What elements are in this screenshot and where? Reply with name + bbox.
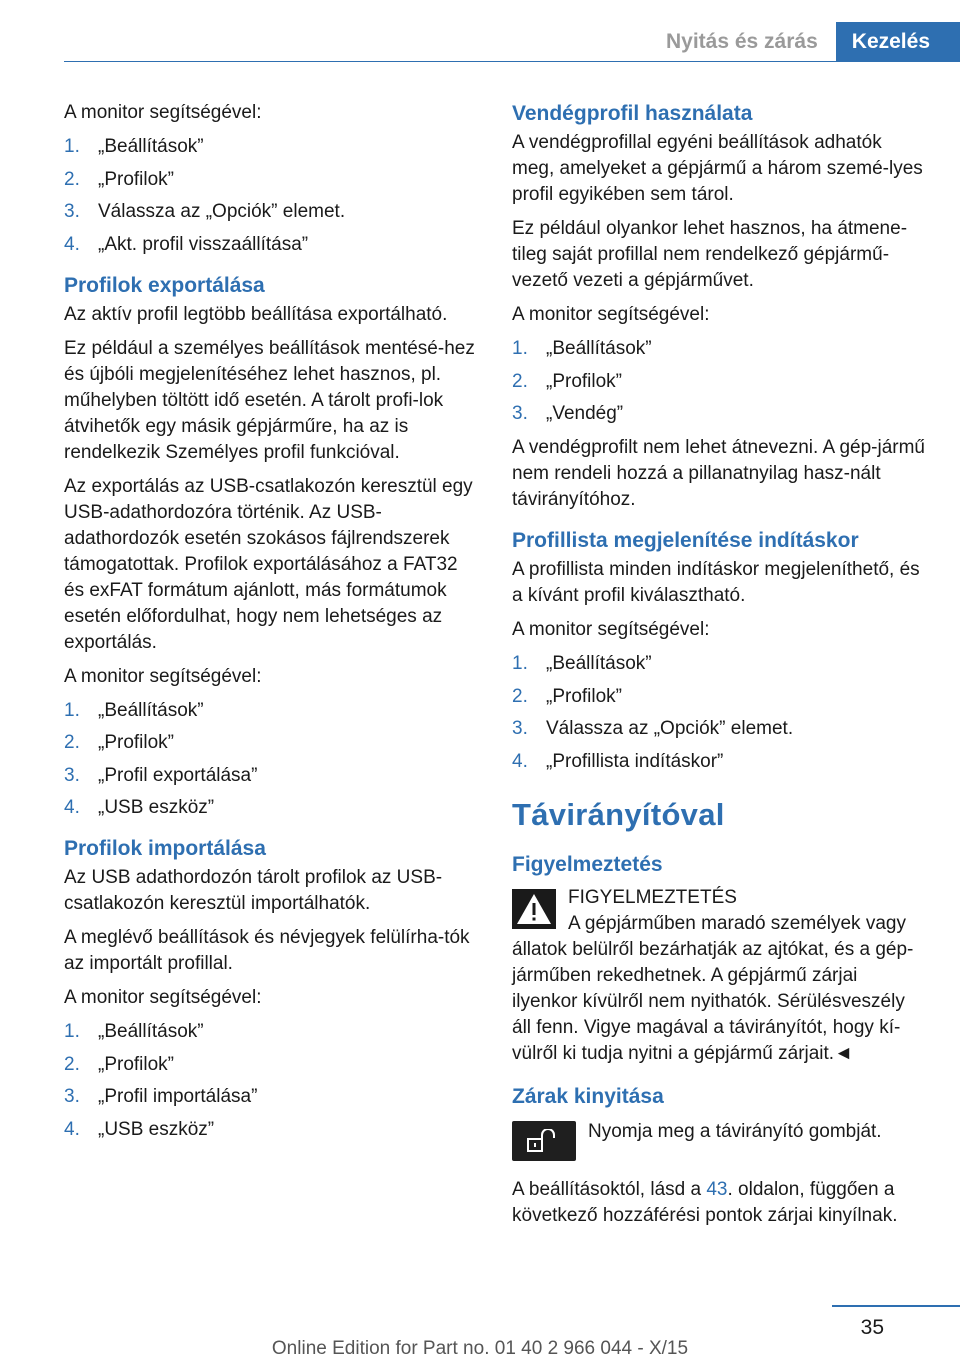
startlist-heading: Profillista megjelenítése indításkor (512, 529, 859, 552)
tab-kezeles[interactable]: Kezelés (836, 22, 960, 62)
step-number: 4. (64, 233, 80, 255)
list-item (512, 369, 928, 395)
step-number: 3. (512, 403, 528, 424)
step-number: 1. (512, 338, 528, 359)
step-text: „Akt. profil visszaállítása” (98, 233, 309, 255)
step-number: 1. (64, 1021, 80, 1042)
step-number: 3. (512, 718, 528, 739)
remote-heading: Távirányítóval (512, 796, 725, 832)
list-item (64, 1117, 480, 1143)
list-item (64, 1052, 480, 1078)
step-number: 4. (64, 1118, 80, 1140)
warning-label: FIGYELMEZTETÉS (568, 886, 737, 908)
step-text: „Beállítások” (98, 699, 204, 721)
export-paragraph-2: Ez például a személyes beállítások mentésé-hez és újbóli megjelenítéséhez lehet hasznos, pl. műhelyben töltött idő esetén. A tárolt profi-lok átvihetők egy másik gépjárműre, ha az is rendelkezik Személyes profil funkcióval. (64, 337, 475, 463)
startlist-paragraph-1: A profillista minden indításkor megjeleníthető, és a kívánt profil kiválasztható. (512, 559, 920, 606)
export-paragraph-1: Az aktív profil legtöbb beállítása exportálható. (64, 303, 448, 325)
export-heading: Profilok exportálása (64, 273, 265, 297)
header-tabs (648, 22, 960, 62)
unlock-button-icon (512, 1121, 576, 1161)
warning-triangle-icon (512, 889, 556, 929)
step-number: 3. (64, 1086, 80, 1107)
list-item (512, 336, 928, 362)
settings-text-before: A beállításoktól, lásd a (512, 1178, 707, 1200)
right-column (512, 100, 928, 1237)
step-text: „Beállítások” (98, 136, 204, 157)
step-number: 2. (64, 732, 80, 753)
warning-box (512, 885, 928, 1067)
guest-paragraph-2: Ez például olyankor lehet hasznos, ha átmene-tileg saját profillal nem rendelkező gépjármű-vezető vezeti a gépjárművet. (512, 218, 908, 291)
settings-text-after: . oldalon, függően a következő hozzáférési pontok zárjai kinyílnak. (512, 1178, 898, 1226)
unlock-heading: Zárak kinyitása (512, 1084, 664, 1108)
list-item (64, 795, 480, 821)
guest-paragraph-1: A vendégprofillal egyéni beállítások adhatók meg, amelyeket a gépjármű a három szemé-lyes profil egyikében sem tárol. (512, 132, 923, 205)
step-text: „USB eszköz” (98, 1118, 215, 1140)
step-number: 3. (64, 201, 80, 222)
list-item (64, 134, 480, 160)
list-item (512, 684, 928, 710)
list-item (64, 763, 480, 789)
export-paragraph-3: Az exportálás az USB-csatlakozón keresztül egy USB-adathordozóra történik. Az USB-adathordozók esetén szokásos fájlrendszerek támogatottak. Profilok exportálásához a FAT32 és exFAT formátum ajánlott, más formátumok esetén előfordulhat, hogy nem lehetséges az exportálás. (64, 475, 473, 653)
steps-list-import (64, 1019, 480, 1143)
step-number: 2. (512, 685, 528, 707)
footer-divider (832, 1305, 960, 1307)
step-number: 2. (512, 370, 528, 392)
list-item (64, 167, 480, 193)
step-text: „Profil exportálása” (98, 764, 258, 786)
tab-nyitas-es-zaras[interactable]: Nyitás és zárás (666, 30, 818, 53)
monitor-intro: A monitor segítségével: (64, 102, 262, 123)
page-number: 35 (860, 1316, 884, 1339)
list-item (64, 199, 480, 225)
step-text: „Profillista indításkor” (546, 750, 724, 772)
step-text: „Beállítások” (546, 653, 652, 674)
list-item (512, 716, 928, 742)
unlock-icon (527, 1129, 561, 1153)
step-text: „Profilok” (98, 732, 175, 753)
step-text: „Profilok” (546, 685, 623, 707)
import-heading: Profilok importálása (64, 837, 266, 860)
steps-list-reset (64, 134, 480, 258)
list-item (512, 651, 928, 677)
unlock-block (512, 1117, 928, 1165)
step-number: 2. (64, 168, 80, 190)
guest-paragraph-3: A vendégprofilt nem lehet átnevezni. A gép-jármű nem rendeli hozzá a pillanatnyilag hasz-nált távirányítóhoz. (512, 437, 925, 510)
step-number: 1. (64, 136, 80, 157)
list-item (64, 232, 480, 258)
steps-list-startlist (512, 651, 928, 775)
step-number: 1. (512, 653, 528, 674)
step-text: „Profil importálása” (98, 1086, 258, 1107)
list-item (512, 401, 928, 427)
step-text: „Profilok” (546, 370, 623, 392)
guest-monitor-intro: A monitor segítségével: (512, 304, 710, 325)
steps-list-export (64, 698, 480, 822)
step-number: 4. (512, 750, 528, 772)
list-item (64, 730, 480, 756)
step-text: „USB eszköz” (98, 797, 215, 818)
warning-heading: Figyelmeztetés (512, 852, 663, 876)
step-number: 2. (64, 1053, 80, 1075)
step-text: Válassza az „Opciók” elemet. (546, 718, 794, 739)
header-divider (64, 61, 960, 62)
edition-footer: Online Edition for Part no. 01 40 2 966 044 - X/15 (271, 1338, 689, 1359)
step-number: 4. (64, 797, 80, 818)
import-paragraph-2: A meglévő beállítások és névjegyek felülírha-tók az importált profillal. (64, 927, 470, 974)
import-paragraph-1: Az USB adathordozón tárolt profilok az USB-csatlakozón keresztül importálhatók. (64, 867, 443, 914)
step-text: „Beállítások” (546, 338, 652, 359)
list-item (64, 698, 480, 724)
step-text: „Vendég” (546, 403, 624, 424)
unlock-text: Nyomja meg a távirányító gombját. (588, 1120, 882, 1142)
step-number: 3. (64, 764, 80, 786)
startlist-monitor-intro: A monitor segítségével: (512, 619, 710, 640)
export-monitor-intro: A monitor segítségével: (64, 665, 262, 687)
steps-list-guest (512, 336, 928, 427)
list-item (512, 749, 928, 775)
page-link[interactable]: 43 (706, 1178, 728, 1200)
step-text: „Profilok” (98, 168, 175, 190)
list-item (64, 1019, 480, 1045)
guest-heading: Vendégprofil használata (512, 102, 753, 125)
step-number: 1. (64, 699, 80, 721)
step-text: „Profilok” (98, 1053, 175, 1075)
warning-text: A gépjárműben maradó személyek vagy állatok belülről bezárhatják az ajtókat, és a gép-járműben rekedhetnek. A gépjármű zárjai ilyenkor kívülről nem nyithatók. Sérülésveszély áll fenn. Vigye magával a távirányítót, hogy kí-vülről ki tudja nyitni a gépjármű zárjait.◄ (512, 912, 914, 1064)
step-text: „Beállítások” (98, 1021, 204, 1042)
list-item (64, 1084, 480, 1110)
settings-paragraph (512, 1177, 928, 1229)
left-column (64, 100, 480, 1151)
step-text: Válassza az „Opciók” elemet. (98, 201, 346, 222)
import-monitor-intro: A monitor segítségével: (64, 987, 262, 1008)
